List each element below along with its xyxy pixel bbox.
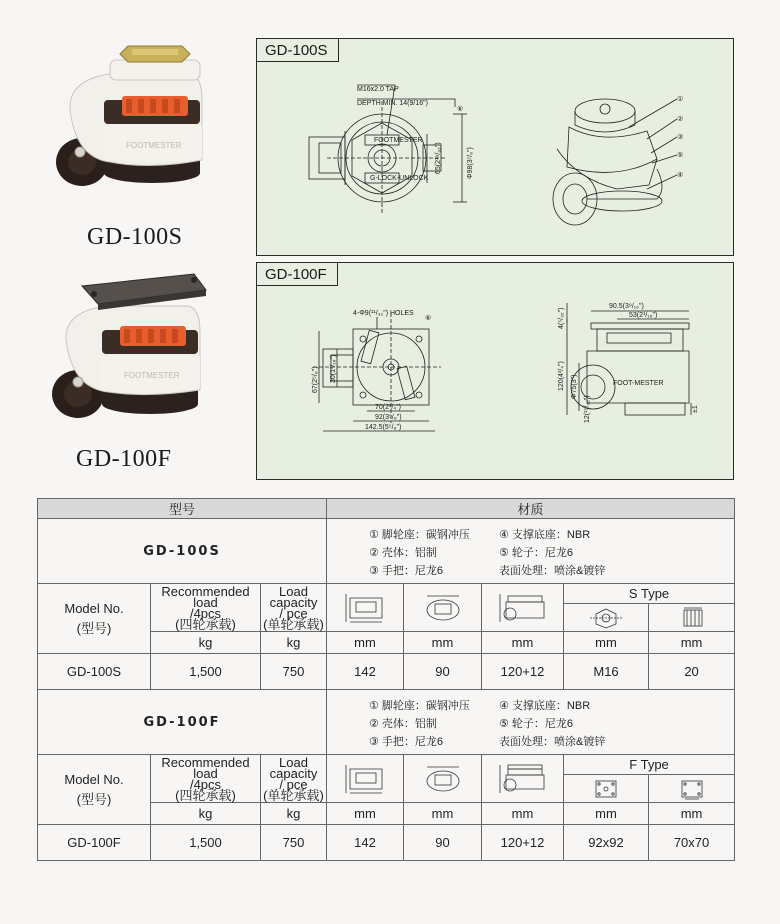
- material-2: ② 壳体：铝制: [369, 547, 437, 559]
- value-cell: M16: [564, 654, 649, 690]
- material-3: ③ 手把：尼龙6: [369, 565, 444, 577]
- material-2: ② 壳体：铝制: [369, 718, 437, 730]
- svg-text:③: ③: [677, 134, 684, 141]
- svg-text:12(¹⁵/₃₂"): 12(¹⁵/₃₂"): [584, 395, 591, 423]
- svg-text:①: ①: [677, 96, 684, 103]
- load-cap-line2: / pce: [279, 776, 308, 792]
- gd-100s-drawing-title: GD-100S: [257, 39, 339, 62]
- svg-text:FOOTMESTER: FOOTMESTER: [124, 371, 180, 380]
- svg-text:4-Φ9(¹¹/₃₂") HOLES: 4-Φ9(¹¹/₃₂") HOLES: [353, 310, 414, 317]
- dim-width-icon: [404, 584, 482, 632]
- dim-height-icon: [327, 584, 404, 632]
- value-cell: 20: [649, 654, 735, 690]
- gd-100s-recommended-load-header: [151, 584, 261, 632]
- rec-load-line1: Recommended load: [161, 583, 250, 610]
- svg-text:②: ②: [677, 116, 684, 123]
- svg-text:FOOTMESTER: FOOTMESTER: [374, 137, 423, 144]
- material-1: ① 脚轮座：碳钢冲压: [369, 700, 470, 712]
- unit-cell: mm: [327, 803, 404, 825]
- unit-cell: mm: [649, 632, 735, 654]
- thread-length-icon: [649, 604, 735, 632]
- svg-text:DEPTH MIN. 14(9/16"): DEPTH MIN. 14(9/16"): [357, 100, 428, 107]
- value-cell: 92x92: [564, 825, 649, 861]
- gd-100f-label: GD-100F: [76, 446, 172, 472]
- svg-text:⑥: ⑥: [457, 106, 464, 113]
- value-cell: 750: [261, 825, 327, 861]
- unit-cell: mm: [404, 632, 482, 654]
- unit-cell: kg: [261, 803, 327, 825]
- material-5: ⑤ 轮子：尼龙6: [499, 718, 574, 730]
- rec-load-line2: /4pcs: [189, 776, 222, 792]
- svg-text:120(4³/₄"): 120(4³/₄"): [558, 361, 565, 391]
- value-cell: 70x70: [649, 825, 735, 861]
- load-cap-line3: (单轮承载): [263, 616, 324, 632]
- unit-cell: mm: [327, 632, 404, 654]
- svg-text:M16x2.0 TAP: M16x2.0 TAP: [357, 86, 399, 93]
- dim-overall-height-icon: [482, 584, 564, 632]
- rec-load-line3: (四轮承载): [175, 616, 236, 632]
- gd-100s-model-cell: GD-100S: [38, 654, 151, 690]
- hole-spacing-icon: [649, 775, 735, 803]
- value-cell: 750: [261, 654, 327, 690]
- gd-100f-model-title: GD-100F: [38, 690, 327, 755]
- material-3: ③ 手把：尼龙6: [369, 736, 444, 748]
- gd-100f-type-header: [564, 755, 735, 775]
- value-cell: 120+12: [482, 654, 564, 690]
- svg-text:FOOTMESTER: FOOTMESTER: [126, 141, 182, 150]
- svg-text:FOOT-MESTER: FOOT-MESTER: [613, 380, 664, 387]
- header-material: 材质: [327, 499, 735, 519]
- svg-text:70(2³/₄"): 70(2³/₄"): [375, 404, 401, 411]
- svg-text:±1: ±1: [692, 405, 699, 413]
- material-1: ① 脚轮座：碳钢冲压: [369, 529, 470, 541]
- gd-100f-drawing-panel: [256, 262, 734, 480]
- spec-table: [37, 498, 735, 861]
- svg-text:⑤: ⑤: [677, 152, 684, 159]
- gd-100s-drawing: [257, 39, 735, 257]
- rec-load-line3: (四轮承载): [175, 787, 236, 803]
- unit-cell: mm: [564, 632, 649, 654]
- value-cell: 90: [404, 825, 482, 861]
- gd-100s-drawing-panel: [256, 38, 734, 256]
- load-cap-line3: (单轮承载): [263, 787, 324, 803]
- svg-text:53(2¹/₁₆"): 53(2¹/₁₆"): [629, 312, 658, 319]
- gd-100f-model-cell: GD-100F: [38, 825, 151, 861]
- gd-100s-model-title: GD-100S: [38, 519, 327, 584]
- value-cell: 142: [327, 654, 404, 690]
- value-cell: 120+12: [482, 825, 564, 861]
- svg-text:142.5(5⁵/₈"): 142.5(5⁵/₈"): [365, 424, 402, 431]
- unit-cell: mm: [649, 803, 735, 825]
- material-5: ⑤ 轮子：尼龙6: [499, 547, 574, 559]
- table-row: [38, 654, 735, 690]
- svg-text:92(3⁵/₈"): 92(3⁵/₈"): [375, 414, 402, 421]
- gd-100s-photo: [40, 40, 210, 190]
- rec-load-line1: Recommended load: [161, 754, 250, 781]
- rec-load-line2: /4pcs: [189, 605, 222, 621]
- material-4: ④ 支撑底座：NBR: [499, 529, 591, 541]
- svg-text:Φ75(3"): Φ75(3"): [571, 374, 578, 399]
- unit-cell: kg: [151, 803, 261, 825]
- model-no-label: Model No.: [64, 771, 124, 787]
- gd-100f-recommended-load-header: [151, 755, 261, 803]
- f-type-label: F Type: [629, 757, 669, 772]
- value-cell: 1,500: [151, 825, 261, 861]
- dim-overall-height-icon: [482, 755, 564, 803]
- thread-icon: [564, 604, 649, 632]
- value-cell: 1,500: [151, 654, 261, 690]
- svg-text:4(⁵/₃₂"): 4(⁵/₃₂"): [558, 307, 565, 329]
- gd-100f-load-capacity-header: [261, 755, 327, 803]
- unit-cell: mm: [564, 803, 649, 825]
- svg-text:④: ④: [677, 172, 684, 179]
- model-no-cn-label: (型号): [76, 791, 112, 807]
- gd-100f-model-no-header: [38, 755, 151, 825]
- model-no-label: Model No.: [64, 600, 124, 616]
- gd-100s-type-header: S Type: [564, 584, 735, 604]
- unit-cell: mm: [482, 632, 564, 654]
- svg-text:67(2⁵/₈"): 67(2⁵/₈"): [312, 366, 319, 393]
- svg-text:65(2¹⁹/₃₂"): 65(2¹⁹/₃₂"): [435, 142, 442, 174]
- dim-height-icon: [327, 755, 404, 803]
- svg-text:90.5(3⁹/₁₆"): 90.5(3⁹/₁₆"): [609, 303, 644, 310]
- svg-text:⑥: ⑥: [425, 315, 432, 322]
- load-cap-line2: / pce: [279, 605, 308, 621]
- gd-100s-load-capacity-header: [261, 584, 327, 632]
- unit-cell: mm: [482, 803, 564, 825]
- plate-size-icon: [564, 775, 649, 803]
- svg-text:G-LOCK-UNLOCK: G-LOCK-UNLOCK: [370, 175, 429, 182]
- material-6: 表面处理：喷涂&镀锌: [499, 565, 606, 577]
- header-model: 型号: [38, 499, 327, 519]
- gd-100f-materials: [327, 690, 735, 755]
- model-no-cn-label: (型号): [76, 620, 112, 636]
- unit-cell: mm: [404, 803, 482, 825]
- gd-100f-photo: [38, 264, 208, 424]
- gd-100s-label: GD-100S: [87, 224, 183, 250]
- gd-100s-model-no-header: [38, 584, 151, 654]
- dim-width-icon: [404, 755, 482, 803]
- unit-cell: kg: [261, 632, 327, 654]
- unit-cell: kg: [151, 632, 261, 654]
- gd-100s-materials: [327, 519, 735, 584]
- value-cell: 90: [404, 654, 482, 690]
- material-6: 表面处理：喷涂&镀锌: [499, 736, 606, 748]
- svg-text:Φ98(3⁷/₈"): Φ98(3⁷/₈"): [467, 147, 474, 179]
- material-4: ④ 支撑底座：NBR: [499, 700, 591, 712]
- table-row: [38, 825, 735, 861]
- value-cell: 142: [327, 825, 404, 861]
- gd-100f-drawing-title: GD-100F: [257, 263, 338, 286]
- load-cap-line1: Load capacity: [269, 754, 318, 781]
- load-cap-line1: Load capacity: [269, 583, 318, 610]
- gd-100f-drawing: [257, 263, 735, 481]
- svg-text:30(1³/₁₆"): 30(1³/₁₆"): [330, 354, 337, 383]
